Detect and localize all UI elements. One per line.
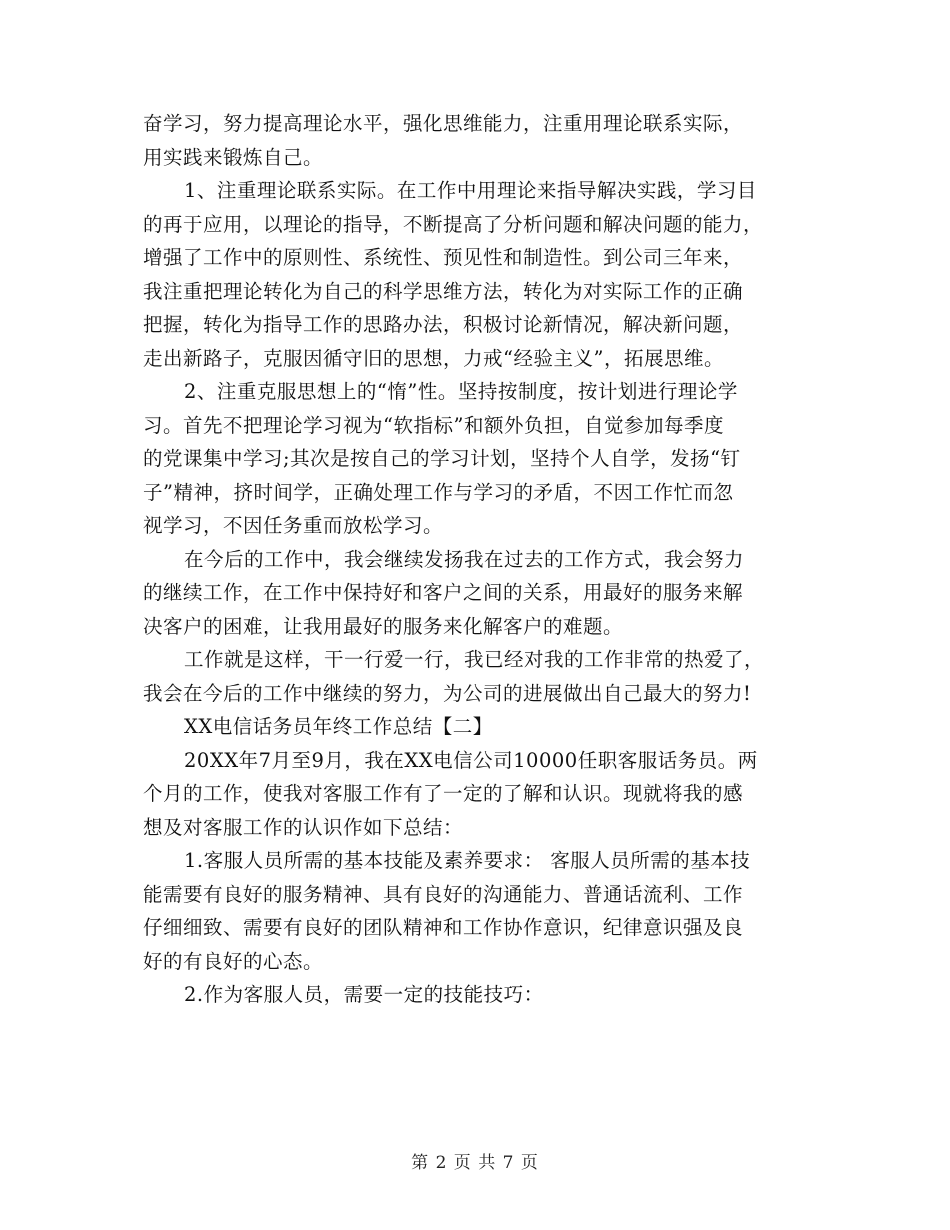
text-line: 想及对客服工作的认识作如下总结： xyxy=(143,815,464,839)
text-line: 我注重把理论转化为自己的科学思维方法，转化为对实际工作的正确 xyxy=(143,279,744,303)
text-line: 我会在今后的工作中继续的努力，为公司的进展做出自己最大的努力! xyxy=(143,681,752,705)
page-number-footer: 第 2 页 共 7 页 xyxy=(411,1153,539,1173)
text-line: 工作就是这样，干一行爱一行，我已经对我的工作非常的热爱了， xyxy=(184,648,765,671)
text-line: 视学习，不因任务重而放松学习。 xyxy=(143,514,444,537)
text-line: 决客户的困难，让我用最好的服务来化解客户的难题。 xyxy=(143,614,624,638)
text-line: 增强了工作中的原则性、系统性、预见性和制造性。到公司三年来， xyxy=(143,246,744,269)
text-line: 奋学习，努力提高理论水平，强化思维能力，注重用理论联系实际， xyxy=(143,112,744,135)
text-line: 20XX年7月至9月，我在XX电信公司10000任职客服话务员。两 xyxy=(184,748,758,772)
section-heading: XX电信话务员年终工作总结【二】 xyxy=(184,715,493,738)
text-line: 2.作为客服人员，需要一定的技能技巧： xyxy=(184,983,544,1006)
body-text xyxy=(143,107,813,1012)
text-line: 用实践来锻炼自己。 xyxy=(143,145,324,169)
text-line: 的党课集中学习;其次是按自己的学习计划，坚持个人自学，发扬“钉 xyxy=(143,447,741,470)
text-line: 仔细细致、需要有良好的团队精神和工作协作意识，纪律意识强及良 xyxy=(143,916,744,939)
text-line: 好的有良好的心态。 xyxy=(143,949,324,973)
text-line: 1.客服人员所需的基本技能及素养要求： 客服人员所需的基本技 xyxy=(184,849,751,872)
text-line: 的再于应用，以理论的指导，不断提高了分析问题和解决问题的能力， xyxy=(143,212,764,236)
text-line: 2、注重克服思想上的“惰”性。坚持按制度，按计划进行理论学 xyxy=(184,380,738,403)
text-line: 子”精神，挤时间学，正确处理工作与学习的矛盾，不因工作忙而忽 xyxy=(143,480,734,504)
text-line: 习。首先不把理论学习视为“软指标”和额外负担，自觉参加每季度 xyxy=(143,413,724,437)
text-line: 把握，转化为指导工作的思路办法，积极讨论新情况，解决新问题， xyxy=(143,313,744,336)
text-line: 在今后的工作中，我会继续发扬我在过去的工作方式，我会努力 xyxy=(184,547,745,571)
text-line: 走出新路子，克服因循守旧的思想，力戒“经验主义”，拓展思维。 xyxy=(143,346,724,370)
text-line: 的继续工作，在工作中保持好和客户之间的关系，用最好的服务来解 xyxy=(143,581,744,604)
text-line: 能需要有良好的服务精神、具有良好的沟通能力、普通话流利、工作 xyxy=(143,882,744,906)
text-line: 1、注重理论联系实际。在工作中用理论来指导解决实践，学习目 xyxy=(184,179,757,202)
text-line: 个月的工作，使我对客服工作有了一定的了解和认识。现就将我的感 xyxy=(143,782,744,805)
